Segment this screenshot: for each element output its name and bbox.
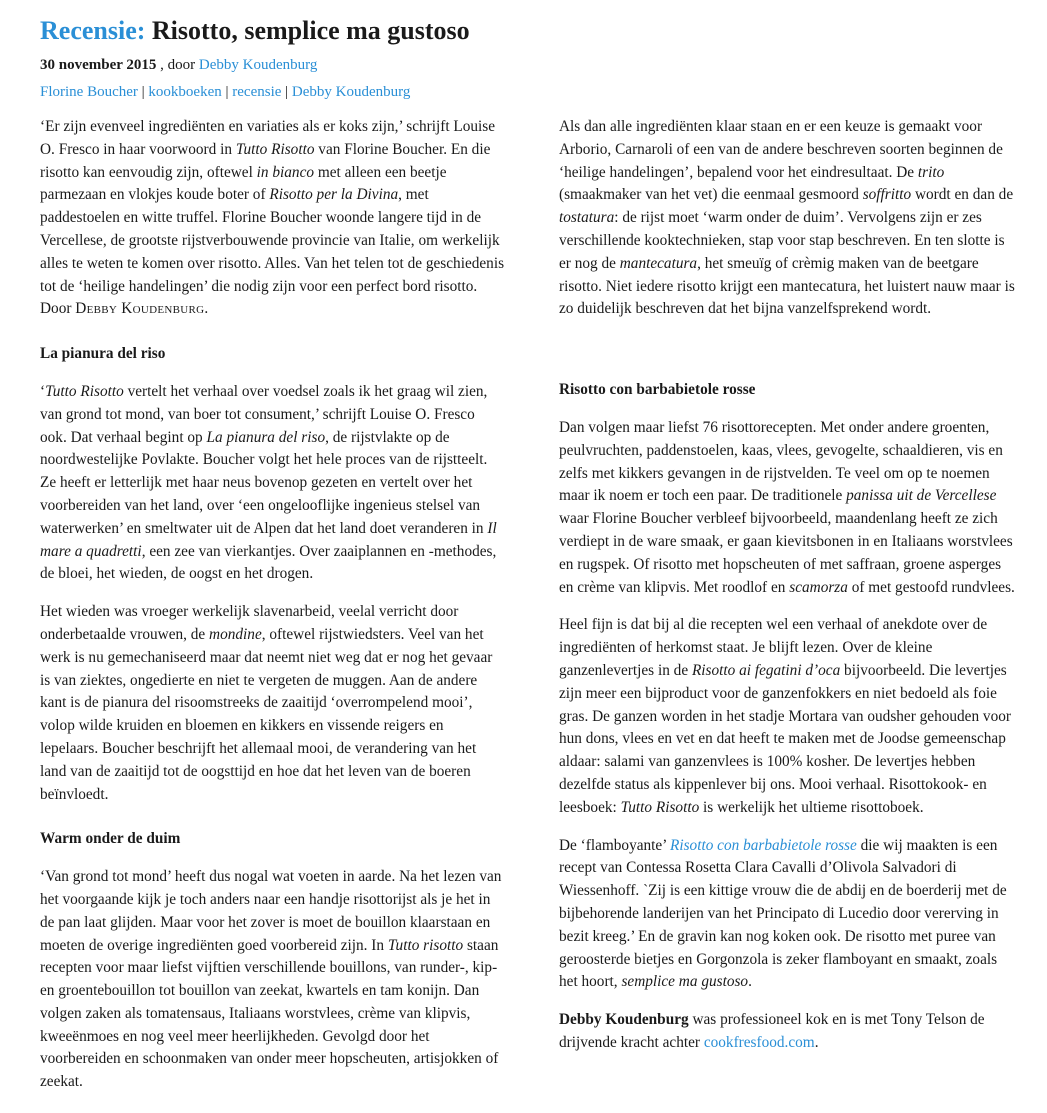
tag-florine-boucher[interactable]: Florine Boucher bbox=[40, 84, 138, 100]
intro-paragraph: ‘Er zijn evenveel ingrediënten en variaties als er koks zijn,’ schrijft Louise O. Fresco in haar voorwoord in Tutto Risotto van Florine Boucher. En die risotto kan eenvoudig zijn, oftewel in bianco met alleen een beetje parmezaan en vlokjes koude boter of Risotto per la Divina, met paddestoelen en witte truffel. Florine Boucher woonde langere tijd in de Vercellese, de grootste rijstverbouwende provincie van Italie, om werkelijk alles te weten te komen over risotto. Alles. Van het telen tot de geschiedenis tot de ‘heilige handelingen’ die nodig zijn voor een perfect bord risotto. Door Debby Koudenburg. bbox=[40, 118, 505, 318]
title-text: Risotto, semplice ma gustoso bbox=[151, 16, 470, 45]
tag-list bbox=[40, 82, 410, 102]
tag-separator: | bbox=[137, 84, 149, 100]
tag-separator: | bbox=[281, 84, 292, 100]
intro-author: Debby Koudenburg bbox=[75, 300, 205, 318]
body-paragraph: Het wieden was vroeger werkelijk slavenarbeid, veelal verricht door onderbetaalde vrouwen, de mondine, oftewel rijstwiedsters. Veel van het werk is nu gemechaniseerd maar dat neemt niet weg dat er nog het gevaar is van ziektes, ongedierte en niet te vergeten de muggen. Aan de andere kant is de pianura del risoomstreeks de zaaitijd ‘overrompelend mooi’, volop wilde kruiden en bloemen en kikkers en vissende reigers en lepelaars. Boucher beschrijft het allemaal mooi, de verandering van het land van de zaaitijd tot de oogsttijd en hoe dat het leven van de boeren beïnvloedt. bbox=[40, 603, 493, 803]
article-title bbox=[40, 14, 470, 48]
section-heading: La pianura del riso bbox=[40, 345, 166, 363]
tag-kookboeken[interactable]: kookboeken bbox=[148, 84, 222, 100]
author-bio: Debby Koudenburg was professioneel kok en is met Tony Telson de drijvende kracht achter cookfresfood.com. bbox=[559, 1011, 985, 1051]
tag-separator: | bbox=[221, 84, 233, 100]
body-paragraph: ‘Van grond tot mond’ heeft dus nogal wat voeten in aarde. Na het lezen van het voorgaande kijk je toch anders naar een handje risottorijst als je het in de pan laat glijden. Maar voor het zover is moet de bouillon klaarstaan en moeten de overige ingrediënten goed voorbereid zijn. In Tutto risotto staan recepten voor maar liefst vijftien verschillende bouillons, van runder-, kip- en groentebouillon tot bouillon van zeekat, kwartels en tam konijn. Dan volgen zaken als tomatensaus, Italiaans worstvlees, crème van klipvis, kweeënmoes en nog veel meer heerlijkheden. Gevolgd door het voorbereiden en schoonmaken van onder meer hopscheuten, artisjokken of zeekat. bbox=[40, 868, 502, 1091]
tag-recensie[interactable]: recensie bbox=[232, 84, 282, 100]
body-paragraph: ‘Tutto Risotto vertelt het verhaal over voedsel zoals ik het graag wil zien, van grond tot mond, van boer tot consument,’ schrijft Louise O. Fresco ook. Dat verhaal begint op La pianura del riso, de rijstvlakte op de noordwestelijke Povlakte. Boucher volgt het hele proces van de rijstteelt. Ze heeft er letterlijk met haar neus bovenop gezeten en vertelt over het voorbereiden van het land, over ‘een ongelooflijke ingenieus stelsel van waterwerken’ en smeltwater uit de Alpen dat het land doet veranderen in Il mare a quadretti, een zee van vierkantjes. Over zaaiplannen en -methodes, de bloei, het wieden, de oogst en het drogen. bbox=[40, 382, 497, 583]
left-column bbox=[40, 116, 505, 1109]
recipe-link[interactable]: Risotto con barbabietole rosse bbox=[670, 836, 857, 854]
article-meta bbox=[40, 55, 317, 75]
section-heading: Warm onder de duim bbox=[40, 830, 181, 848]
body-paragraph: De ‘flamboyante’ Risotto con barbabietole rosse die wij maakten is een recept van Contessa Rosetta Clara Cavalli d’Olivola Salvadori di Wiessenhoff. `Zij is een kittige vrouw die de abdij en de boerderij met de bijbehorende landerijen van het Principato di Lucedio door vererving in bezit kreeg.’ En de gravin kan nog koken ook. De risotto met puree van geroosterde bietjes en Gorgonzola is zeker flamboyant en smaakt, zoals het hoort, semplice ma gustoso. bbox=[559, 836, 1007, 991]
body-paragraph: Heel fijn is dat bij al die recepten wel een verhaal of anekdote over de ingrediënten of herkomst staat. Je blijft lezen. Over de kleine ganzenlevertjes in de Risotto ai fegatini d’oca bijvoorbeeld. Die levertjes zijn meer een bijproduct voor de ganzenfokkers en niet bedoeld als foie gras. De ganzen worden in het stadje Mortara van oudsher gehouden voor hun dons, vlees en vet en dat heeft te maken met de Joodse gemeenschap aldaar: salami van ganzenvlees is 100% kosher. De levertjes hebben dezelfde status als kippenlever bij ons. Mooi verhaal. Risottokook- en leesboek: Tutto Risotto is werkelijk het ultieme risottoboek. bbox=[559, 616, 1011, 816]
bio-author-name: Debby Koudenburg bbox=[559, 1011, 689, 1029]
body-paragraph: Dan volgen maar liefst 76 risottorecepten. Met onder andere groenten, peulvruchten, paddenstoelen, kaas, vlees, gevogelte, schaaldieren, vis en zelfs met kikkers gevangen in de rijstvelden. Te veel om op te noemen maar ik noem er toch een paar. De traditionele panissa uit de Vercellese waar Florine Boucher verbleef bijvoorbeeld, maandenlang heeft ze zich verdiept in de ware smaak, er gaan kievitsbonen in en Italiaans worstvlees en rugspek. Of risotto met hopscheuten of met saffraan, groene asperges en crème van klipvis. Met roodlof en scamorza of met gestoofd rundvlees. bbox=[559, 418, 1015, 596]
author-link[interactable]: Debby Koudenburg bbox=[198, 57, 318, 73]
byline-sep: , door bbox=[156, 57, 199, 73]
tag-debby-koudenburg[interactable]: Debby Koudenburg bbox=[291, 84, 411, 100]
right-column bbox=[559, 116, 1018, 1070]
body-paragraph: Als dan alle ingrediënten klaar staan en er een keuze is gemaakt voor Arborio, Carnaroli of een van de andere beschreven soorten beginnen de ‘heilige handelingen’, bepalend voor het eindresultaat. De trito (smaakmaker van het vet) die eenmaal gesmoord soffritto wordt en dan de tostatura: de rijst moet ‘warm onder de duim’. Vervolgens zijn er zes verschillende kooktechnieken, stap voor stap beschreven. En ten slotte is er nog de mantecatura, het smeuïg of crèmig maken van de beetgare risotto. Niet iedere risotto krijgt een mantecatura, het luistert nauw maar is zo duidelijk beschreven dat het bijna vanzelfsprekend wordt. bbox=[559, 118, 1015, 318]
section-heading: Risotto con barbabietole rosse bbox=[559, 381, 756, 399]
website-link[interactable]: cookfresfood.com bbox=[703, 1033, 815, 1051]
publish-date: 30 november 2015 bbox=[40, 57, 157, 73]
title-kicker: Recensie: bbox=[40, 16, 146, 45]
